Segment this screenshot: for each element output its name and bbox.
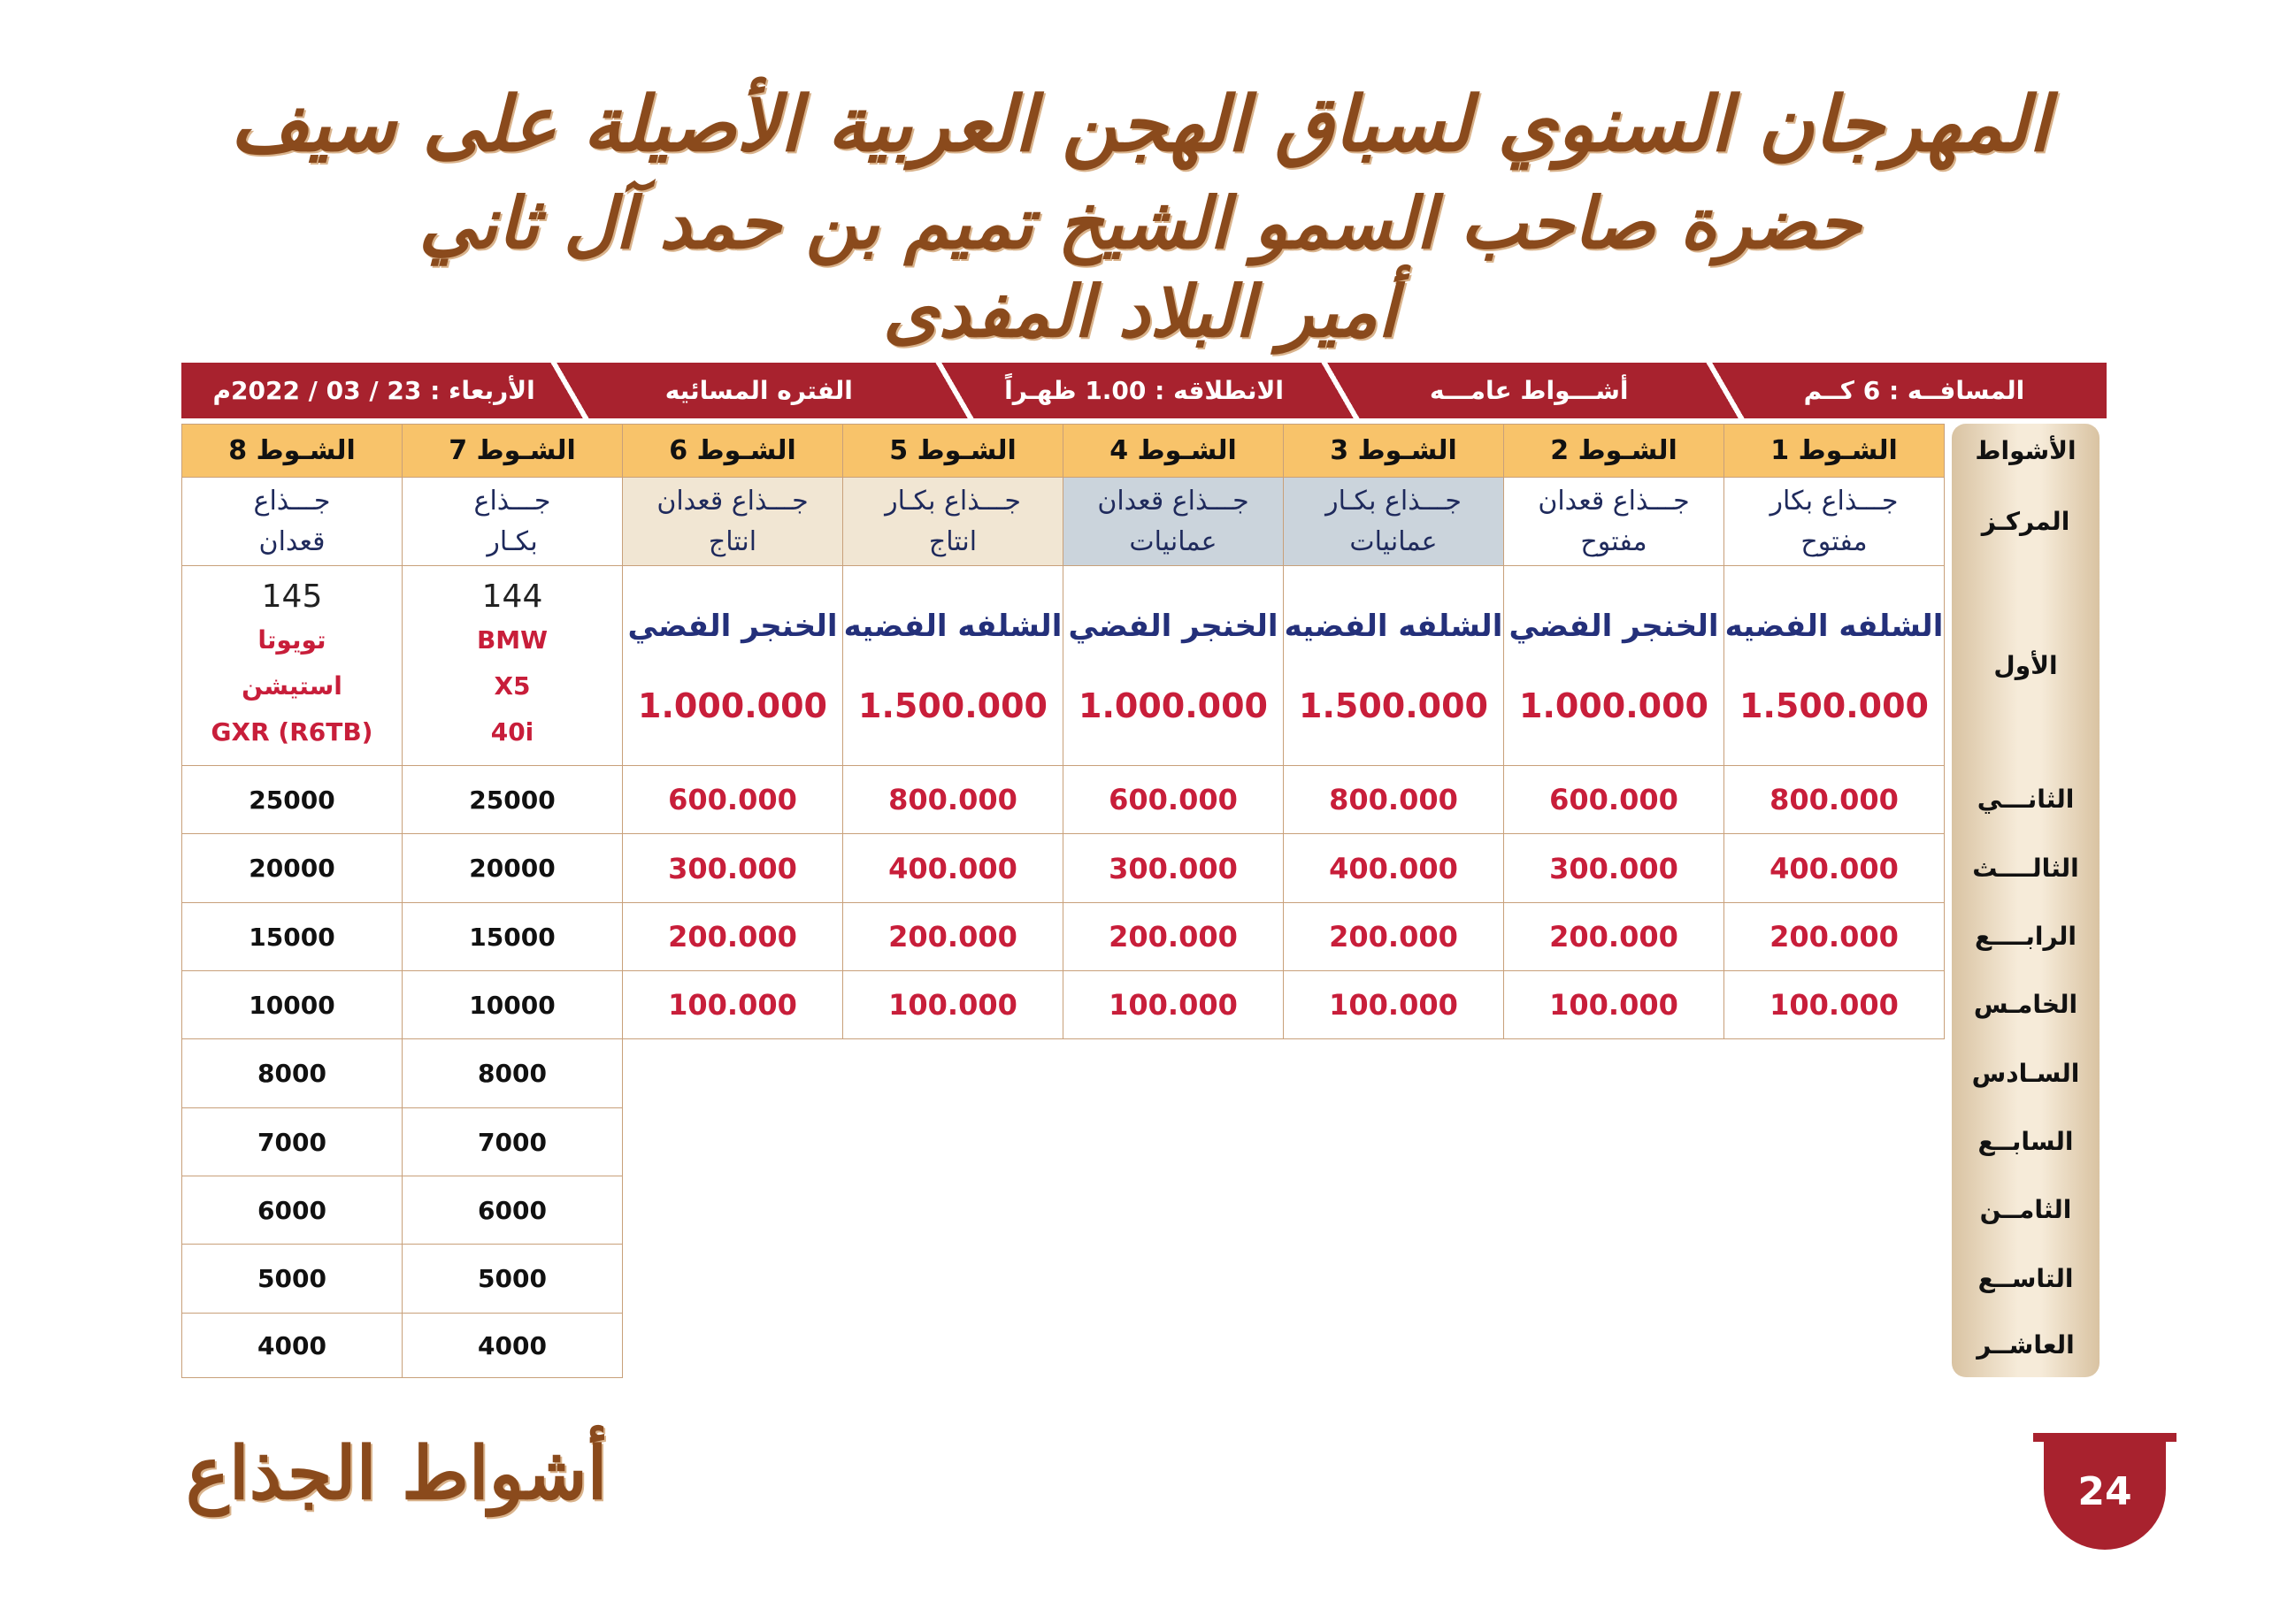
prize-cell: 600.000 — [1504, 766, 1724, 834]
race-4-header: الشـوط 4 — [1063, 425, 1284, 478]
prize-table — [181, 424, 1945, 1378]
row-label-place-5: الخامـس — [1973, 990, 2078, 1019]
prize-cell: 4000 — [403, 1314, 623, 1378]
start-time-label: الانطلاقه : 1.00 ظهـراً — [951, 363, 1336, 418]
race-6-first-prize: الخنجر الفضي 1.000.000 — [623, 566, 843, 766]
prize-cell: 8000 — [182, 1039, 403, 1108]
ninth-place-row — [182, 1245, 1945, 1314]
page-number: 24 — [2044, 1433, 2166, 1550]
race-2-header: الشـوط 2 — [1504, 425, 1724, 478]
prize-cell: 25000 — [182, 766, 403, 834]
prize-cell: 6000 — [403, 1176, 623, 1245]
race-8-header: الشـوط 8 — [182, 425, 403, 478]
row-label-place-4: الرابــــع — [1974, 922, 2077, 951]
prize-cell: 10000 — [403, 971, 623, 1039]
empty-area — [623, 1108, 1945, 1176]
race-7-first-prize: 144 BMW X5 40i — [403, 566, 623, 766]
section-title: أشواط الجذاع — [186, 1431, 608, 1516]
row-label-place-2: الثانـــي — [1977, 785, 2075, 814]
row-label-place-10: العاشــر — [1977, 1330, 2075, 1360]
race-3-category: جـــذاع بكـار عمانيات — [1284, 478, 1504, 566]
prize-cell: 20000 — [182, 834, 403, 903]
prize-cell: 600.000 — [1063, 766, 1284, 834]
race-header-row — [182, 425, 1945, 478]
fifth-place-row — [182, 971, 1945, 1039]
race-5-category: جـــذاع بكـار انتاج — [843, 478, 1063, 566]
race-1-category: جـــذاع بكار مفتوح — [1724, 478, 1945, 566]
row-label-category: المركـز — [1981, 506, 2070, 536]
empty-area — [623, 1245, 1945, 1314]
row-label-place-3: الثالــــث — [1972, 853, 2079, 883]
row-label-place-8: الثامــن — [1979, 1195, 2072, 1224]
prize-cell: 15000 — [182, 903, 403, 971]
prize-cell: 5000 — [182, 1245, 403, 1314]
prize-cell: 200.000 — [1284, 903, 1504, 971]
prize-cell: 15000 — [403, 903, 623, 971]
prize-cell: 300.000 — [1504, 834, 1724, 903]
prize-cell: 100.000 — [1724, 971, 1945, 1039]
prize-cell: 200.000 — [1504, 903, 1724, 971]
prize-cell: 4000 — [182, 1314, 403, 1378]
race-2-category: جـــذاع قعدان مفتوح — [1504, 478, 1724, 566]
race-1-first-prize: الشلفه الفضيه 1.500.000 — [1724, 566, 1945, 766]
empty-area — [623, 1314, 1945, 1378]
third-place-row — [182, 834, 1945, 903]
race-6-header: الشـوط 6 — [623, 425, 843, 478]
prize-cell: 5000 — [403, 1245, 623, 1314]
prize-cell: 400.000 — [843, 834, 1063, 903]
category-row — [182, 478, 1945, 566]
prize-cell: 400.000 — [1284, 834, 1504, 903]
race-8-category: جـــذاع قعدان — [182, 478, 403, 566]
prize-cell: 100.000 — [1284, 971, 1504, 1039]
tenth-place-row — [182, 1314, 1945, 1378]
prize-cell: 100.000 — [1063, 971, 1284, 1039]
second-place-row — [182, 766, 1945, 834]
race-7-category: جـــذاع بكـار — [403, 478, 623, 566]
period-label: الفتره المسائيه — [566, 363, 951, 418]
race-7-header: الشـوط 7 — [403, 425, 623, 478]
prize-cell: 200.000 — [1063, 903, 1284, 971]
emir-title: أمير البلاد المفدى — [882, 270, 1398, 353]
race-5-first-prize: الشلفه الفضيه 1.500.000 — [843, 566, 1063, 766]
prize-cell: 200.000 — [843, 903, 1063, 971]
prize-cell: 800.000 — [1284, 766, 1504, 834]
festival-title: المهرجان السنوي لسباق الهجن العربية الأصيلة على سيف — [230, 80, 2050, 169]
distance-label: المسافــه : 6 كــم — [1722, 363, 2107, 418]
prize-cell: 400.000 — [1724, 834, 1945, 903]
fourth-place-row — [182, 903, 1945, 971]
prize-cell: 200.000 — [623, 903, 843, 971]
first-place-row — [182, 566, 1945, 766]
race-4-first-prize: الخنجر الفضي 1.000.000 — [1063, 566, 1284, 766]
eighth-place-row — [182, 1176, 1945, 1245]
race-3-header: الشـوط 3 — [1284, 425, 1504, 478]
race-8-first-prize: 145 تويوتا استيشن GXR (R6TB) — [182, 566, 403, 766]
prize-cell: 10000 — [182, 971, 403, 1039]
race-type-label: أشـــواط عامـــه — [1337, 363, 1722, 418]
race-2-first-prize: الخنجر الفضي 1.000.000 — [1504, 566, 1724, 766]
race-1-header: الشـوط 1 — [1724, 425, 1945, 478]
prize-cell: 300.000 — [1063, 834, 1284, 903]
seventh-place-row — [182, 1108, 1945, 1176]
race-5-header: الشـوط 5 — [843, 425, 1063, 478]
prize-cell: 8000 — [403, 1039, 623, 1108]
row-label-place-1: الأول — [1993, 650, 2058, 680]
empty-area — [623, 1039, 1945, 1108]
row-label-place-6: السـادس — [1971, 1058, 2080, 1088]
prize-cell: 6000 — [182, 1176, 403, 1245]
row-label-place-7: السابــع — [1977, 1127, 2074, 1156]
prize-cell: 100.000 — [623, 971, 843, 1039]
prize-cell: 20000 — [403, 834, 623, 903]
race-6-category: جـــذاع قعدان انتاج — [623, 478, 843, 566]
empty-area — [623, 1176, 1945, 1245]
race-4-category: جـــذاع قعدان عمانيات — [1063, 478, 1284, 566]
info-bar — [181, 363, 2107, 418]
sixth-place-row — [182, 1039, 1945, 1108]
date-label: الأربعاء : 23 / 03 / 2022م — [212, 376, 535, 405]
prize-cell: 25000 — [403, 766, 623, 834]
prize-cell: 600.000 — [623, 766, 843, 834]
row-label-place-9: التاســع — [1977, 1263, 2074, 1293]
prize-cell: 100.000 — [843, 971, 1063, 1039]
race-3-first-prize: الشلفه الفضيه 1.500.000 — [1284, 566, 1504, 766]
prize-cell: 100.000 — [1504, 971, 1724, 1039]
prize-cell: 7000 — [403, 1108, 623, 1176]
prize-cell: 200.000 — [1724, 903, 1945, 971]
prize-cell: 7000 — [182, 1108, 403, 1176]
row-label-races: الأشواط — [1975, 435, 2077, 465]
prize-cell: 800.000 — [1724, 766, 1945, 834]
patron-title: حضرة صاحب السمو الشيخ تميم بن حمد آل ثاني — [418, 181, 1862, 264]
prize-cell: 800.000 — [843, 766, 1063, 834]
prize-cell: 300.000 — [623, 834, 843, 903]
